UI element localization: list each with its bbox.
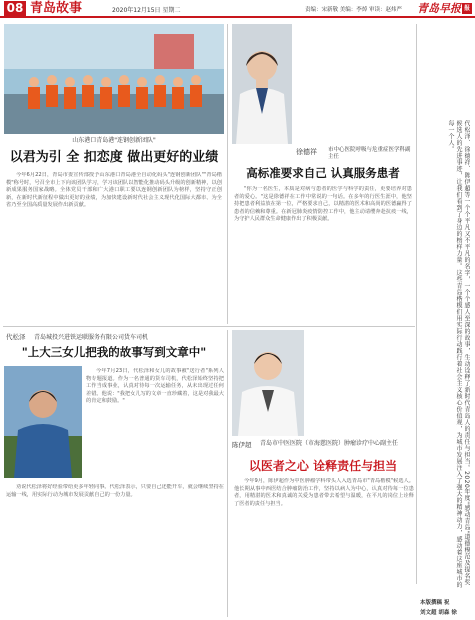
author-name: 徐德祥	[296, 148, 317, 156]
newspaper-logo: 青岛早报	[417, 2, 461, 15]
author-title: 市中心医院呼吸与危重症医学科副主任	[328, 147, 411, 160]
article-title: 以君为引 全 扣恋度 做出更好的业绩	[9, 150, 219, 165]
page-header	[0, 0, 475, 18]
issue-date: 2020年12月15日 星期二	[112, 7, 181, 14]
article-body: 今年7月23日，代松泽和女儿的故事被"送行者"系列人物专题报道。作为一名普通的货车司机，代松泽始终坚持把工作当成事业，认真对待每一次运输任务，从未出现过任何差错。他说："我把女儿写的文章一直珍藏着，这是对我最大的肯定和鼓励。"	[86, 368, 224, 404]
writers-credit: 本版撰稿 祝	[420, 600, 450, 606]
photo-caption: 山东港口青岛港"连钢创新团队"	[72, 137, 156, 144]
article-body: "你为一名医生，本质是对病与患者的医学与科学的责任，更要培养对患者的爱心。"这是徐德祥在工作中常说的一句话。在多年的行医生涯中，他坚持把患者利益放在第一位，严格要求自己，以精湛的医术和高尚的医德赢得了患者的信赖和尊重。在新冠肺炎疫情防控工作中，他主动请缨奔赴抗疫一线，为守护人民群众生命健康作出了积极贡献。	[234, 186, 412, 222]
author-title: 青岛市中医医院（市海慈医院）肿瘤诊疗中心副主任	[260, 440, 399, 447]
article-title: "上大三女儿把我的故事写到文章中"	[21, 345, 207, 359]
writers-credit: 刘文超 胡森 徐	[420, 610, 457, 616]
article-title: 高标准要求自己 认真服务患者	[246, 166, 400, 180]
author-portrait	[232, 330, 304, 436]
article-body: 今年9月，陈伊超作为中医肿瘤学科带头人入选青岛市"青岛楷模"候选人。他长期从事中西医结合肿瘤防治工作，坚持以病人为中心，认真对待每一位患者，用精湛的医术和真诚的关爱为患者带去希望与温暖，在平凡的岗位上诠释了医者的责任与担当。	[234, 478, 414, 507]
author-portrait	[4, 366, 82, 478]
column-divider	[227, 330, 228, 617]
editor-credits: 责编：宋新敬 美编：李焯 审读：赵炜严	[305, 7, 402, 13]
team-photo	[4, 24, 224, 134]
article-body-continued: 劝说代松泽将好经验带给更多年轻同事。代松泽表示，只要自己还能开车，就会继续坚持在运输一线，用实际行动为城市发展贡献自己的一份力量。	[6, 484, 224, 498]
article-title: 以医者之心 诠释责任与担当	[248, 459, 398, 473]
column-divider	[227, 24, 228, 324]
author-name: 陈伊超	[232, 441, 252, 449]
author-title: 青岛城投兴进铁运联服务有限公司货车司机	[34, 334, 149, 341]
section-divider	[3, 326, 415, 327]
logo-badge: 报	[463, 5, 470, 12]
page-number: 08	[4, 1, 26, 16]
author-name: 代松泽	[6, 333, 26, 341]
column-divider	[416, 24, 417, 584]
article-body: 今年6月22日，青岛市委宣传部授予山东港口青岛港全自动化码头"连钢创新团队""青岛楷模"称号时，号召全市上下向该团队学习，学习该团队以智能化推动码头升级的创新精神，以创新成果服务国家战略。全体党员干部和广大港口职工要以连钢创新团队为榜样，坚持守正创新，在新时代新征程中做出更好的业绩，为加快建设新时代社会主义现代化国际大都市、为全省乃至全国高质量发展作出新贡献。	[6, 172, 222, 208]
section-title: 青岛故事	[30, 1, 83, 16]
author-portrait	[232, 24, 292, 144]
editorial-sidebar: 代松泽、徐德祥、陈伊超等一个个平凡又不平凡的名字，一个个感人至深的故事，生动诠释了新时代青岛人的责任与担当。2020年度"感动青岛"道德模范及提名奖候选人的先进事迹，让我们看到了身边的榜样力量。这些青岛楷模们用实际行动践行着社会主义核心价值观，为城市发展注入了强大的精神动力，感动着这座城市的每一个人。	[447, 120, 470, 588]
